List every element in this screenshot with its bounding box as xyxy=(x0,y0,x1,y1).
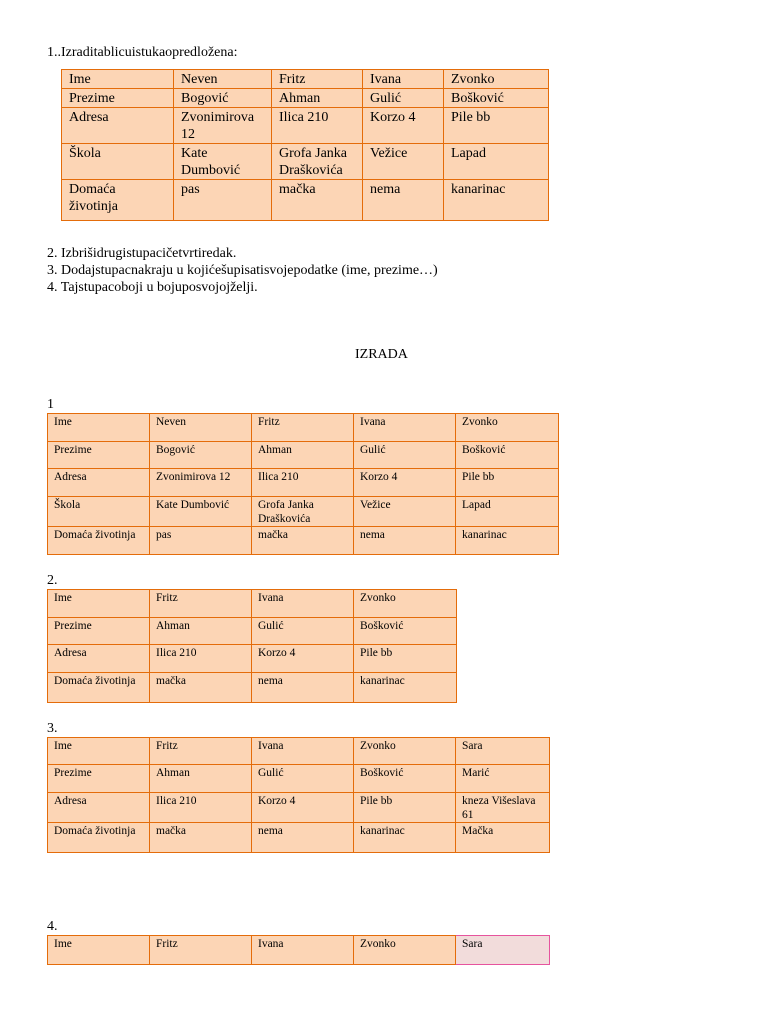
table-cell: Adresa xyxy=(48,645,150,673)
table-cell: Zvonko xyxy=(456,414,559,442)
table-cell: Kate Dumbović xyxy=(150,497,252,527)
table-cell: Grofa Janka Draškovića xyxy=(272,144,363,180)
section2-label: 2. xyxy=(47,573,58,588)
table-cell: Zvonko xyxy=(354,738,456,765)
table-cell: Marić xyxy=(456,765,550,793)
table-cell: Domaća životinja xyxy=(48,527,150,555)
table-cell: Prezime xyxy=(48,765,150,793)
table-cell: nema xyxy=(252,823,354,853)
table-cell: Ilica 210 xyxy=(252,469,354,497)
table4-body xyxy=(48,936,550,965)
task3-text: 3. Dodajstupacnakraju u kojićešupisatisvojepodatke (ime, prezime…) xyxy=(47,263,438,278)
table-cell: Neven xyxy=(150,414,252,442)
task1-heading: 1..Izraditablicuistukaopredložena: xyxy=(47,45,238,60)
table-cell: mačka xyxy=(252,527,354,555)
table-cell: Sara xyxy=(456,936,550,965)
table-cell: Ime xyxy=(48,414,150,442)
table-cell: Gulić xyxy=(354,442,456,469)
table-cell: Zvonimirova 12 xyxy=(150,469,252,497)
table-cell: mačka xyxy=(150,823,252,853)
table3 xyxy=(47,737,550,853)
table-cell: kanarinac xyxy=(444,180,549,221)
original-table xyxy=(61,69,549,221)
task4-text: 4. Tajstupacoboji u bojuposvojojželji. xyxy=(47,280,258,295)
table-row xyxy=(62,108,549,144)
table-cell: Neven xyxy=(174,70,272,89)
table-cell: Ivana xyxy=(252,738,354,765)
table-row xyxy=(48,936,550,965)
table-cell: Ilica 210 xyxy=(150,645,252,673)
table-row xyxy=(48,765,550,793)
table-cell: Škola xyxy=(62,144,174,180)
table-cell: Fritz xyxy=(150,590,252,618)
table-row xyxy=(62,144,549,180)
table-cell: Ivana xyxy=(363,70,444,89)
table1-body xyxy=(48,414,559,555)
table-row xyxy=(48,497,559,527)
table-cell: Pile bb xyxy=(444,108,549,144)
table-cell: Škola xyxy=(48,497,150,527)
table-cell: mačka xyxy=(150,673,252,703)
table-cell: Adresa xyxy=(48,793,150,823)
table-cell: kneza Višeslava 61 xyxy=(456,793,550,823)
table4 xyxy=(47,935,550,965)
table-cell: nema xyxy=(252,673,354,703)
table-cell: pas xyxy=(150,527,252,555)
table-row xyxy=(48,618,457,645)
table-cell: Ime xyxy=(48,936,150,965)
table-row xyxy=(48,793,550,823)
table-cell: Prezime xyxy=(62,89,174,108)
table-cell: Domaća životinja xyxy=(48,823,150,853)
table-cell: Grofa Janka Draškovića xyxy=(252,497,354,527)
table-cell: Bošković xyxy=(456,442,559,469)
table-cell: Pile bb xyxy=(456,469,559,497)
table-cell: Ime xyxy=(48,590,150,618)
table-cell: kanarinac xyxy=(456,527,559,555)
table-cell: Bogović xyxy=(174,89,272,108)
table-row xyxy=(48,590,457,618)
table-cell: Zvonko xyxy=(444,70,549,89)
table-cell: Fritz xyxy=(272,70,363,89)
section1-label: 1 xyxy=(47,397,54,412)
table-cell: Ahman xyxy=(150,765,252,793)
table2-body xyxy=(48,590,457,703)
table-row xyxy=(62,180,549,221)
table-cell: Zvonimirova 12 xyxy=(174,108,272,144)
table-cell: Ilica 210 xyxy=(150,793,252,823)
table-cell: Vežice xyxy=(363,144,444,180)
table-cell: Ivana xyxy=(252,590,354,618)
table-cell: Korzo 4 xyxy=(252,645,354,673)
table-row xyxy=(48,823,550,853)
section4-label: 4. xyxy=(47,919,58,934)
table-row xyxy=(48,645,457,673)
table-cell: Adresa xyxy=(48,469,150,497)
table-cell: nema xyxy=(363,180,444,221)
table-cell: Bošković xyxy=(444,89,549,108)
table-cell: Prezime xyxy=(48,618,150,645)
table-cell: Adresa xyxy=(62,108,174,144)
table-cell: Pile bb xyxy=(354,645,457,673)
table-cell: Sara xyxy=(456,738,550,765)
table-row xyxy=(48,469,559,497)
table-cell: Gulić xyxy=(252,618,354,645)
table-cell: Ilica 210 xyxy=(272,108,363,144)
table-row xyxy=(48,673,457,703)
table-row xyxy=(48,527,559,555)
table-cell: Ahman xyxy=(150,618,252,645)
table1 xyxy=(47,413,559,555)
table-cell: pas xyxy=(174,180,272,221)
table-cell: Bogović xyxy=(150,442,252,469)
table-cell: Lapad xyxy=(456,497,559,527)
original-table-body xyxy=(62,70,549,221)
table-cell: Ahman xyxy=(272,89,363,108)
section3-label: 3. xyxy=(47,721,58,736)
table-cell: Korzo 4 xyxy=(363,108,444,144)
table-cell: Domaća životinja xyxy=(62,180,174,221)
task2-text: 2. Izbrišidrugistupacičetvrtiredak. xyxy=(47,246,237,261)
table-row xyxy=(48,442,559,469)
table-cell: Pile bb xyxy=(354,793,456,823)
table-cell: Bošković xyxy=(354,765,456,793)
table-cell: Ime xyxy=(48,738,150,765)
table-cell: Zvonko xyxy=(354,590,457,618)
table2 xyxy=(47,589,457,703)
table-row xyxy=(48,738,550,765)
table-cell: Lapad xyxy=(444,144,549,180)
table-cell: Korzo 4 xyxy=(354,469,456,497)
table-row xyxy=(62,89,549,108)
table-cell: Zvonko xyxy=(354,936,456,965)
table-cell: Korzo 4 xyxy=(252,793,354,823)
table-cell: Mačka xyxy=(456,823,550,853)
table-cell: Fritz xyxy=(252,414,354,442)
table-cell: mačka xyxy=(272,180,363,221)
table-row xyxy=(62,70,549,89)
table-cell: Vežice xyxy=(354,497,456,527)
table-cell: Bošković xyxy=(354,618,457,645)
table-cell: kanarinac xyxy=(354,823,456,853)
table-cell: Prezime xyxy=(48,442,150,469)
table-row xyxy=(48,414,559,442)
table-cell: nema xyxy=(354,527,456,555)
table-cell: Gulić xyxy=(363,89,444,108)
table-cell: Ahman xyxy=(252,442,354,469)
izrada-title: IZRADA xyxy=(355,347,408,362)
table3-body xyxy=(48,738,550,853)
table-cell: Fritz xyxy=(150,738,252,765)
table-cell: Gulić xyxy=(252,765,354,793)
table-cell: kanarinac xyxy=(354,673,457,703)
table-cell: Ivana xyxy=(252,936,354,965)
table-cell: Fritz xyxy=(150,936,252,965)
table-cell: Kate Dumbović xyxy=(174,144,272,180)
table-cell: Domaća životinja xyxy=(48,673,150,703)
table-cell: Ime xyxy=(62,70,174,89)
table-cell: Ivana xyxy=(354,414,456,442)
